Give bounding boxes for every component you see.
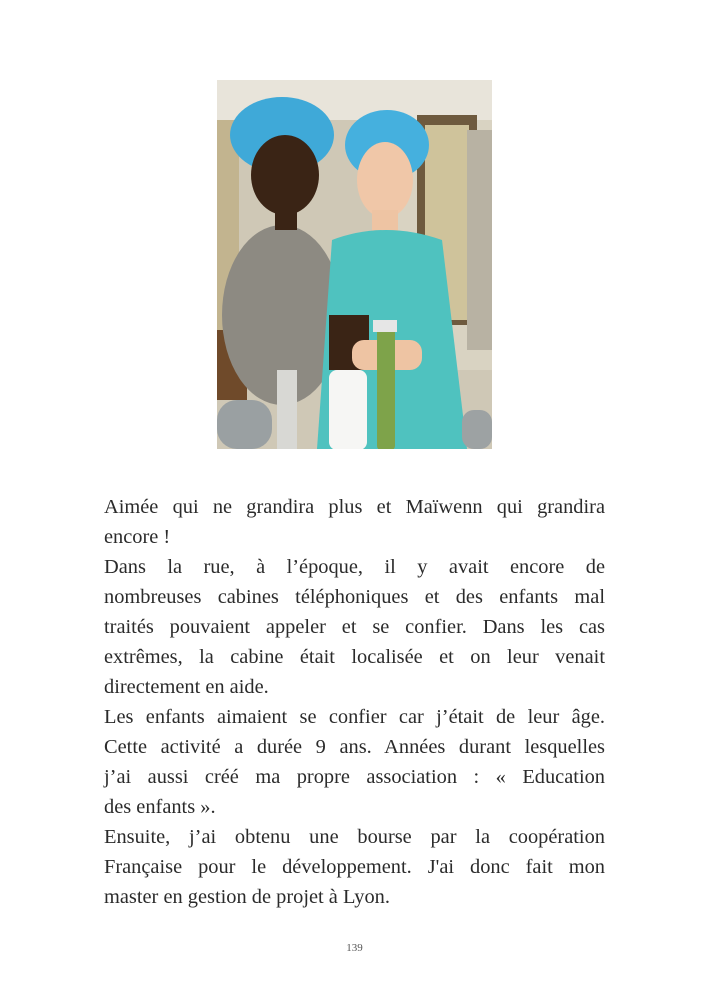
text-line: nombreuses cabines téléphoniques et des enfants mal	[104, 586, 605, 608]
body-text	[104, 492, 605, 912]
text-line: traités pouvaient appeler et se confier. Dans les cas	[104, 616, 605, 638]
text-line: Ensuite, j’ai obtenu une bourse par la coopération	[104, 826, 605, 848]
text-line: extrêmes, la cabine était localisée et on leur venait	[104, 646, 605, 668]
page-number: 139	[346, 942, 363, 954]
text-line: des enfants ».	[104, 796, 216, 818]
text-line: j’ai aussi créé ma propre association : « Education	[104, 766, 605, 788]
text-line: directement en aide.	[104, 676, 269, 698]
text-line: Dans la rue, à l’époque, il y avait encore de	[104, 556, 605, 578]
text-line: master en gestion de projet à Lyon.	[104, 886, 390, 908]
text-line: Les enfants aimaient se confier car j’était de leur âge.	[104, 706, 605, 728]
text-line: Française pour le développement. J'ai donc fait mon	[104, 856, 605, 878]
text-line: encore !	[104, 526, 171, 548]
photo	[217, 80, 492, 449]
text-line: Aimée qui ne grandira plus et Maïwenn qui grandira	[104, 496, 605, 518]
photo-image	[217, 80, 492, 449]
text-line: Cette activité a durée 9 ans. Années durant lesquelles	[104, 736, 605, 758]
